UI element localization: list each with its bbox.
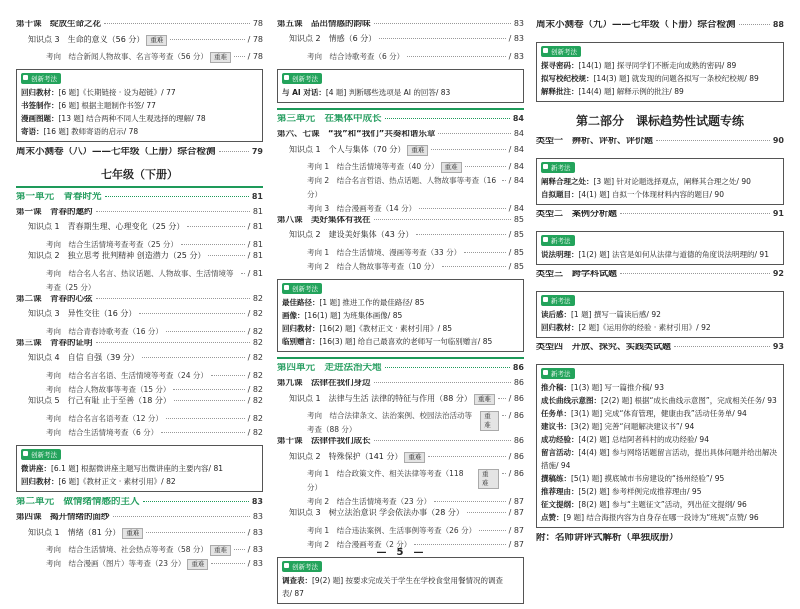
innovation-box xyxy=(536,364,784,528)
toc-exam[interactable]: 周末小测卷（八）——七年级（上册）综合检测 79 xyxy=(16,147,263,157)
box-item[interactable]: 点赞：[9 题] 结合海报内容为自身存在哪一段诗为“班规”点赞/ 96 xyxy=(541,513,759,522)
box-item[interactable]: 建议书：[3(2) 题] 完善“问题解决建议书”/ 94 xyxy=(541,422,695,431)
toc-type[interactable]: 类型二 案例分析题 91 xyxy=(536,209,784,219)
toc-point[interactable]: 知识点 2 特殊保护（141 分） 重难 / 86 xyxy=(289,452,524,461)
box-item[interactable]: 征文提纲：[8(2) 题] 参与“主题征文”活动，列出征文提纲/ 96 xyxy=(541,500,747,509)
box-item[interactable]: 自拟题目：[4(1) 题] 自拟一个体现材料内容的题目/ 90 xyxy=(541,190,724,199)
box-item[interactable]: 与 AI 对话：[4 题] 判断哪些选项是 AI 的回答/ 83 xyxy=(282,88,451,97)
box-item[interactable]: 书签制作：[6 题] 根据主题制作书签/ 77 xyxy=(21,101,156,110)
toc-point[interactable]: 知识点 4 自信 自强（39 分） / 82 xyxy=(28,353,263,362)
box-item[interactable]: 推荐理由：[5(2) 题] 参考样例完成推荐理由/ 95 xyxy=(541,487,702,496)
toc-point[interactable]: 知识点 1 个人与集体（70 分） 重难 / 84 xyxy=(289,145,524,154)
key-badge: 重难 xyxy=(404,452,425,463)
toc-unit[interactable]: 第三单元 在集体中成长 84 xyxy=(277,114,524,124)
toc-kaoxiang[interactable]: 考向 结合法律条文、法治案例、校园法治活动等考查（88 分） 重难 / 86 xyxy=(307,411,524,434)
box-item[interactable]: 说法明理：[1(2) 题] 法官是如何从法律与道德的角度说法明理的/ 91 xyxy=(541,250,769,259)
toc-point[interactable]: 知识点 1 法律与生活 法律的特征与作用（88 分） 重难 / 86 xyxy=(289,394,524,403)
toc-point[interactable]: 知识点 5 行己有耻 止于至善（18 分） / 82 xyxy=(28,396,263,405)
box-item[interactable]: 微讲座：[6.1 题] 根据微讲座主题写出微讲座的主要内容/ 81 xyxy=(21,464,224,473)
toc-lesson[interactable]: 第九课 法律在我们身边 86 xyxy=(277,378,524,388)
toc-lesson[interactable]: 第八课 美好集体有我在 85 xyxy=(277,215,524,225)
toc-kaoxiang[interactable]: 考向 结合漫画（图片）等考查（23 分） 重难 / 83 xyxy=(46,559,263,568)
key-badge: 重难 xyxy=(187,559,208,570)
toc-point[interactable]: 知识点 3 树立法治意识 学会依法办事（28 分） / 87 xyxy=(289,508,524,517)
part-two-heading: 第二部分 课标趋势性试题专练 xyxy=(575,114,744,128)
box-item[interactable]: 解释批注：[14(4) 题] 解释示例的批注/ 89 xyxy=(541,87,684,96)
toc-lesson[interactable]: 第四课 揭开情绪的面纱 83 xyxy=(16,512,263,522)
toc-point[interactable]: 知识点 1 青春期生理、心理变化（25 分） / 81 xyxy=(28,222,263,231)
toc-kaoxiang[interactable]: 考向 结合名人名言、热议话题、人物故事、生活情境等考查（25 分） / 81 xyxy=(46,269,263,292)
toc-kaoxiang[interactable]: 考向 结合新闻人物故事、名言等考查（56 分） 重难 / 78 xyxy=(46,52,263,61)
box-item[interactable]: 调查表：[9(2) 题] 按要求完成关于学生在学校食堂用餐情况的调查表/ 87 xyxy=(282,576,504,598)
innovation-box xyxy=(536,291,784,338)
box-item[interactable]: 回归教材：[2 题]《运用你的经验 · 素材引用》/ 92 xyxy=(541,323,711,332)
toc-kaoxiang[interactable]: 考向 2 结合漫画考查（2 分） / 87 xyxy=(307,540,524,549)
innovation-tag: 创新考法 xyxy=(282,283,322,294)
box-item[interactable]: 成功经验：[4(2) 题] 总结阿者科村的成功经验/ 94 xyxy=(541,435,709,444)
box-item[interactable]: 回归教材：[6 题]《长期链接 · 设为超链》/ 77 xyxy=(21,88,176,97)
toc-lesson[interactable]: 第二课 青春的心弦 82 xyxy=(16,294,263,304)
key-badge: 重难 xyxy=(478,469,499,489)
toc-kaoxiang[interactable]: 考向 2 结合名言哲语、热点话题、人物故事等考查（16 分） / 84 xyxy=(307,176,524,199)
toc-kaoxiang[interactable]: 考向 结合诗歌考查（6 分） / 83 xyxy=(307,52,524,61)
key-badge: 重难 xyxy=(441,162,462,173)
box-item[interactable]: 寄语：[16 题] 教师寄语的启示/ 78 xyxy=(21,127,139,136)
key-badge: 重难 xyxy=(122,528,143,539)
toc-kaoxiang[interactable]: 考向 结合生活情境考查（6 分） / 82 xyxy=(46,428,263,437)
key-badge: 重难 xyxy=(210,52,231,63)
page-number: — 5 — xyxy=(376,547,424,558)
innovation-tag: 创新考法 xyxy=(21,73,61,84)
toc-column-1 xyxy=(16,20,263,571)
innovation-box xyxy=(277,557,524,604)
box-item[interactable]: 回归教材：[16(2) 题]《教材正文 · 素材引用》/ 85 xyxy=(282,324,453,333)
toc-point[interactable]: 知识点 2 独立思考 批判精神 创造潜力（25 分） / 81 xyxy=(28,251,263,260)
toc-point[interactable]: 知识点 2 建设美好集体（43 分） / 85 xyxy=(289,230,524,239)
key-badge: 重难 xyxy=(407,145,428,156)
toc-kaoxiang[interactable]: 考向 结合青春诗歌考查（16 分） / 82 xyxy=(46,327,263,336)
innovation-box xyxy=(536,42,784,102)
toc-kaoxiang[interactable]: 考向 结合生活情境考查考查（25 分） / 81 xyxy=(46,240,263,249)
toc-kaoxiang[interactable]: 考向 1 结合生活情境等考查（40 分） 重难 / 84 xyxy=(307,162,524,171)
toc-column-3 xyxy=(536,20,784,550)
toc-kaoxiang[interactable]: 考向 结合名言名语、生活情境等考查（24 分） / 82 xyxy=(46,371,263,380)
toc-kaoxiang[interactable]: 考向 结合人物故事等考查（15 分） / 82 xyxy=(46,385,263,394)
box-item[interactable]: 成长曲线示意图：[2(2) 题] 根据“成长曲线示意图”，完成相关任务/ 93 xyxy=(541,396,777,405)
toc-type[interactable]: 类型一 辨析、评析、评价题 90 xyxy=(536,136,784,146)
toc-point[interactable]: 知识点 3 生命的意义（56 分） 重难 / 78 xyxy=(28,35,263,44)
toc-kaoxiang[interactable]: 考向 1 结合违法案例、生活事例等考查（26 分） / 87 xyxy=(307,526,524,535)
innovation-box xyxy=(277,279,524,352)
unit-divider xyxy=(277,357,524,359)
box-item[interactable]: 任务单：[3(1) 题] 完成“体育管理，健康由我”活动任务单/ 94 xyxy=(541,409,747,418)
innovation-tag: 新考法 xyxy=(541,368,575,379)
box-item[interactable]: 画像：[16(1) 题] 为班集体画像/ 85 xyxy=(282,311,403,320)
box-item[interactable]: 阐释合理之处：[3 题] 针对论题选择观点，阐释其合理之处/ 90 xyxy=(541,177,751,186)
toc-lesson[interactable]: 第五课 品出情感的韵味 83 xyxy=(277,19,524,29)
box-item[interactable]: 回归教材：[6 题]《教材正文 · 素材引用》/ 82 xyxy=(21,477,176,486)
toc-kaoxiang[interactable]: 考向 3 结合漫画考查（14 分） / 84 xyxy=(307,204,524,213)
toc-unit[interactable]: 第四单元 走进法治天地 86 xyxy=(277,363,524,373)
toc-lesson[interactable]: 第六、七课 “我”和“我们”共奏和谐乐章 84 xyxy=(277,129,524,139)
toc-point[interactable]: 知识点 2 情感（6 分） / 83 xyxy=(289,34,524,43)
grade-heading: 七年级（下册） xyxy=(101,168,178,181)
toc-lesson[interactable]: 第三课 青春的证明 82 xyxy=(16,338,263,348)
unit-divider xyxy=(277,108,524,110)
box-item[interactable]: 最佳路径：[1 题] 推进工作的最佳路径/ 85 xyxy=(282,298,425,307)
toc-kaoxiang[interactable]: 考向 结合生活情境、社会热点等考查（58 分） 重难 / 83 xyxy=(46,545,263,554)
box-item[interactable]: 临别赠言：[16(3) 题] 给自己最喜欢的老师写一句临别赠言/ 85 xyxy=(282,337,493,346)
toc-point[interactable]: 知识点 3 异性交往（16 分） / 82 xyxy=(28,309,263,318)
toc-column-2 xyxy=(277,20,524,609)
toc-lesson[interactable]: 第一课 青春的邀约 81 xyxy=(16,207,263,217)
toc-kaoxiang[interactable]: 考向 1 结合生活情境、漫画等考查（33 分） / 85 xyxy=(307,248,524,257)
box-item[interactable]: 留言活动：[4(4) 题] 参与网络话题留言活动，提出具体问题并给出解决措施/ 94 xyxy=(541,448,778,470)
toc-kaoxiang[interactable]: 考向 结合名言名语考查（12 分） / 82 xyxy=(46,414,263,423)
box-item[interactable]: 读后感：[1 题] 撰写一篇读后感/ 92 xyxy=(541,310,661,319)
innovation-tag: 新考法 xyxy=(541,235,575,246)
toc-type[interactable]: 类型三 跨学科试题 92 xyxy=(536,269,784,279)
key-badge: 重难 xyxy=(474,394,495,405)
key-badge: 重难 xyxy=(480,411,498,431)
key-badge: 重难 xyxy=(210,545,231,556)
box-item[interactable]: 拟写校纪校规：[14(3) 题] 就发现的问题各拟写一条校纪校规/ 89 xyxy=(541,74,759,83)
toc-unit[interactable]: 第二单元 做情绪情感的主人 83 xyxy=(16,497,263,507)
innovation-tag: 创新考法 xyxy=(541,46,581,57)
innovation-box xyxy=(277,69,524,103)
toc-type[interactable]: 类型四 开放、探究、实践类试题 93 xyxy=(536,342,784,352)
box-item[interactable]: 撰稿练：[5(1) 题] 摸底城市书房建设的“扬州经验”/ 95 xyxy=(541,474,725,483)
innovation-box xyxy=(536,158,784,205)
innovation-tag: 创新考法 xyxy=(282,561,322,572)
toc-point[interactable]: 知识点 1 情绪（81 分） 重难 / 83 xyxy=(28,528,263,537)
innovation-tag: 创新考法 xyxy=(282,73,322,84)
toc-unit[interactable]: 第一单元 青春时光 81 xyxy=(16,192,263,202)
innovation-box xyxy=(536,231,784,265)
innovation-box xyxy=(16,445,263,492)
toc-lesson[interactable]: 第十课 绽放生命之花 78 xyxy=(16,19,263,29)
innovation-tag: 新考法 xyxy=(541,162,575,173)
box-item[interactable]: 推介稿：[1(3) 题] 写一篇推介稿/ 93 xyxy=(541,383,664,392)
box-item[interactable]: 漫画图题：[13 题] 结合两种不同人生观选择的理解/ 78 xyxy=(21,114,206,123)
toc-lesson[interactable]: 第十课 法律伴我们成长 86 xyxy=(277,436,524,446)
unit-divider xyxy=(16,186,263,188)
innovation-tag: 创新考法 xyxy=(21,449,61,460)
box-item[interactable]: 探寻密码：[14(1) 题] 探寻同学们不断走向成熟的密码/ 89 xyxy=(541,61,737,70)
innovation-tag: 新考法 xyxy=(541,295,575,306)
toc-kaoxiang[interactable]: 考向 2 结合人物故事等考查（10 分） / 85 xyxy=(307,262,524,271)
appendix-note: 附：名师讲评式解析（单独成册） xyxy=(536,533,679,543)
toc-kaoxiang[interactable]: 考向 1 结合政策文件、相关法律等考查（118 分） 重难 / 86 xyxy=(307,469,524,492)
innovation-box xyxy=(16,69,263,142)
toc-kaoxiang[interactable]: 考向 2 结合生活情境考查（23 分） / 87 xyxy=(307,497,524,506)
toc-exam[interactable]: 周末小测卷（九）——七年级（下册）综合检测 88 xyxy=(536,20,784,30)
key-badge: 重难 xyxy=(146,35,167,46)
